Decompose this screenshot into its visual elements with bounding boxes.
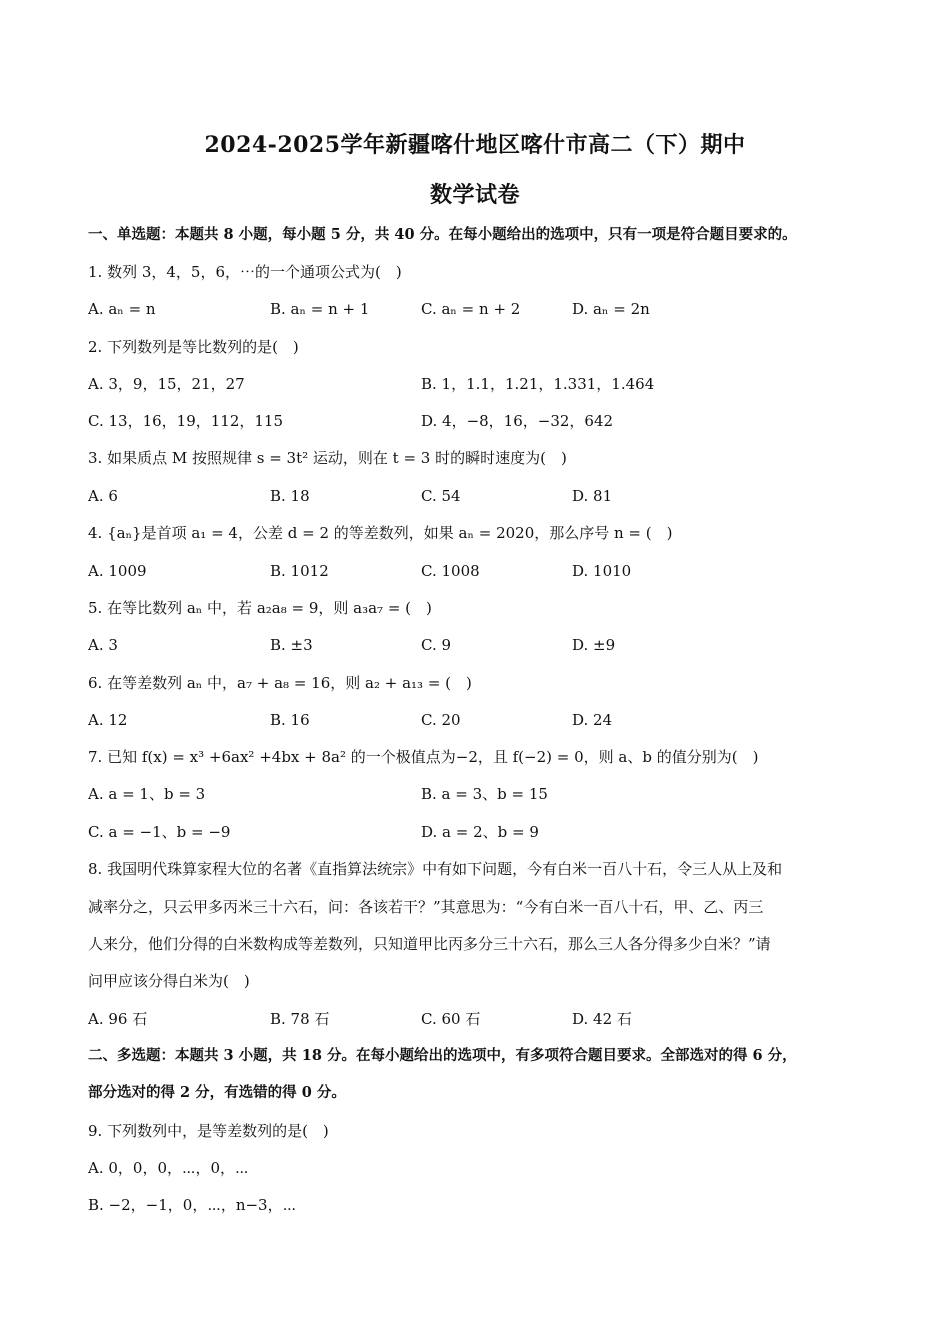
q5-option-c: C. 9 — [421, 636, 452, 654]
q5-stem: 5. 在等比数列 aₙ 中，若 a₂a₈ = 9，则 a₃a₇ = ( ) — [88, 599, 432, 617]
q1-stem: 1. 数列 3，4，5，6，⋯的一个通项公式为( ) — [88, 263, 402, 281]
q8-stem-line4: 问甲应该分得白米为( ) — [88, 972, 250, 990]
q4-option-a: A. 1009 — [88, 562, 147, 580]
q2-option-d: D. 4，−8，16，−32，642 — [421, 412, 614, 430]
q2-option-c: C. 13，16，19，112，115 — [88, 412, 284, 430]
q8-stem-line1: 8. 我国明代珠算家程大位的名著《直指算法统宗》中有如下问题，今有白米一百八十石，令三人从上及和 — [88, 860, 783, 878]
q6-option-c: C. 20 — [421, 711, 461, 729]
q8-stem-line3: 人来分，他们分得的白米数构成等差数列，只知道甲比丙多分三十六石，那么三人各分得多少白米？”请 — [88, 935, 771, 953]
q8-option-d: D. 42 石 — [572, 1010, 632, 1028]
q3-option-c: C. 54 — [421, 487, 461, 505]
q5-option-b: B. ±3 — [270, 636, 313, 654]
section1-heading: 一、单选题：本题共 8 小题，每小题 5 分，共 40 分。在每小题给出的选项中，只有一项是符合题目要求的。 — [88, 226, 797, 243]
q4-option-c: C. 1008 — [421, 562, 480, 580]
q8-stem-line2: 减率分之，只云甲多丙米三十六石，问：各该若干？”其意思为：“今有白米一百八十石，甲、乙、丙三 — [88, 898, 764, 916]
q7-option-c: C. a = −1、b = −9 — [88, 823, 231, 841]
exam-title: 2024-2025学年新疆喀什地区喀什市高二（下）期中 — [204, 132, 746, 158]
q8-option-a: A. 96 石 — [88, 1010, 148, 1028]
q1-option-c: C. aₙ = n + 2 — [421, 300, 521, 318]
q2-stem: 2. 下列数列是等比数列的是( ) — [88, 338, 299, 356]
q1-option-b: B. aₙ = n + 1 — [270, 300, 370, 318]
q4-stem: 4. {aₙ}是首项 a₁ = 4，公差 d = 2 的等差数列，如果 aₙ = 2020，那么序号 n = ( ) — [88, 524, 673, 542]
q1-option-d: D. aₙ = 2n — [572, 300, 650, 318]
q7-option-a: A. a = 1、b = 3 — [88, 785, 206, 803]
q4-option-b: B. 1012 — [270, 562, 329, 580]
q6-option-b: B. 16 — [270, 711, 310, 729]
section2-heading-line2: 部分选对的得 2 分，有选错的得 0 分。 — [88, 1084, 346, 1101]
q5-option-a: A. 3 — [88, 636, 118, 654]
q8-option-c: C. 60 石 — [421, 1010, 481, 1028]
q4-option-d: D. 1010 — [572, 562, 632, 580]
section2-heading-line1: 二、多选题：本题共 3 小题，共 18 分。在每小题给出的选项中，有多项符合题目要求。全部选对的得 6 分， — [88, 1047, 797, 1064]
exam-subtitle: 数学试卷 — [429, 182, 520, 208]
q9-stem: 9. 下列数列中，是等差数列的是( ) — [88, 1122, 329, 1140]
q7-option-b: B. a = 3、b = 15 — [421, 785, 548, 803]
q2-option-b: B. 1，1.1，1.21，1.331，1.464 — [421, 375, 655, 393]
q7-stem: 7. 已知 f(x) = x³ +6ax² +4bx + 8a² 的一个极值点为−2，且 f(−2) = 0，则 a、b 的值分别为( ) — [88, 748, 759, 766]
q6-option-d: D. 24 — [572, 711, 613, 729]
q9-option-a: A. 0，0，0，⋯，0，⋯ — [88, 1159, 249, 1177]
q8-option-b: B. 78 石 — [270, 1010, 330, 1028]
q6-option-a: A. 12 — [88, 711, 128, 729]
q6-stem: 6. 在等差数列 aₙ 中，a₇ + a₈ = 16，则 a₂ + a₁₃ = ( ) — [88, 674, 472, 692]
q3-option-b: B. 18 — [270, 487, 310, 505]
q5-option-d: D. ±9 — [572, 636, 616, 654]
q7-option-d: D. a = 2、b = 9 — [421, 823, 539, 841]
q1-option-a: A. aₙ = n — [88, 300, 156, 318]
q2-option-a: A. 3，9，15，21，27 — [88, 375, 245, 393]
q3-option-d: D. 81 — [572, 487, 613, 505]
q3-stem: 3. 如果质点 M 按照规律 s = 3t² 运动，则在 t = 3 时的瞬时速度为( ) — [88, 449, 567, 467]
q9-option-b: B. −2，−1，0，⋯，n−3，⋯ — [88, 1196, 297, 1214]
q3-option-a: A. 6 — [88, 487, 118, 505]
